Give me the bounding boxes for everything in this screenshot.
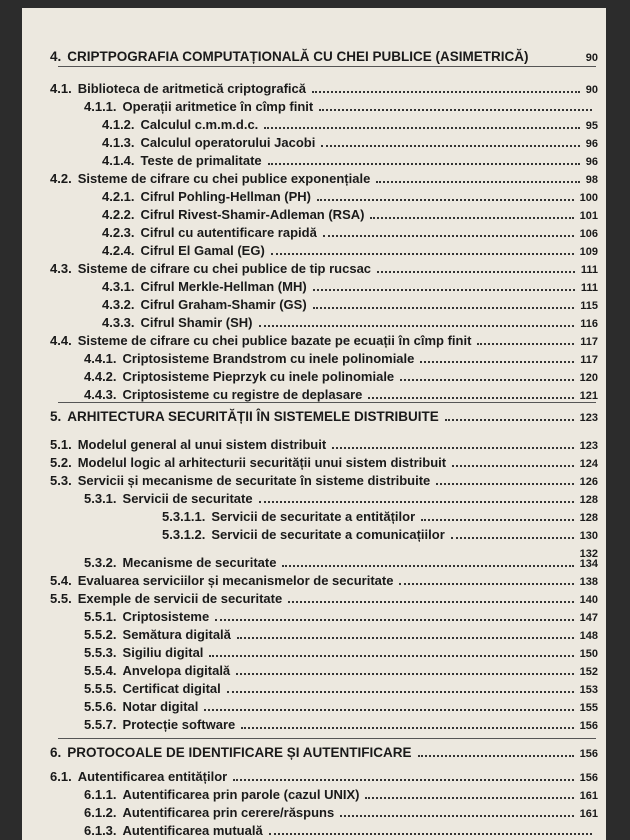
page-number: 138 [579,576,598,588]
entry-title: Servicii de securitate a entităților [211,509,416,524]
entry-title: Cifrul Graham-Shamir (GS) [140,297,307,312]
entry-number: 5.4. [50,573,72,588]
dot-leader [477,343,574,345]
toc-entry [102,132,598,150]
dot-leader [418,755,574,757]
entry-number: 6.1.1. [84,787,117,802]
dot-leader [321,145,579,147]
page-number: 153 [579,684,598,696]
page-number: 115 [580,300,598,312]
entry-title: Sisteme de cifrare cu chei publice de tip rucsac [77,261,372,276]
entry-title: Cifrul El Gamal (EG) [140,243,265,258]
entry-title: Exemple de servicii de securitate [77,591,283,606]
entry-number: 4.2.4. [102,243,135,258]
dot-leader [451,537,574,539]
toc-entry [102,150,598,168]
entry-number: 5.5.6. [84,699,117,714]
dot-leader [399,583,573,585]
page-number: 161 [579,808,598,820]
entry-title: Notar digital [122,699,199,714]
entry-number: 5.5.1. [84,609,117,624]
entry-title: Operații aritmetice în cîmp finit [122,99,314,114]
dot-leader [237,637,574,639]
toc-entry [84,624,598,642]
page-number: 117 [580,336,598,348]
entry-title: Autentificarea mutuală [122,823,263,838]
page-number: 116 [580,318,598,330]
dot-leader [436,483,573,485]
page-number: 96 [585,138,598,150]
entry-number: 5.3.1. [84,491,117,506]
entry-title: Autentificarea entităților [77,769,228,784]
entry-title: Protecție software [122,717,236,732]
page-number: 156 [579,720,598,732]
entry-title: Sigiliu digital [122,645,204,660]
entry-number: 4.4.2. [84,369,117,384]
toc-entry [102,240,598,258]
entry-number: 5.3.1.2. [162,527,206,542]
dot-leader [233,779,573,781]
page-number: 161 [579,790,598,802]
toc-entry [84,488,598,506]
dot-leader [313,307,575,309]
toc-entry [102,294,598,312]
dot-leader [368,397,573,399]
chapter-entry [50,406,598,424]
entry-number: 5.3.1.1. [162,509,206,524]
toc-entry [102,312,598,330]
entry-number: 5. [50,409,62,424]
dot-leader [420,361,574,363]
page-number: 123 [579,412,598,424]
entry-number: 4.4.3. [84,387,117,402]
entry-title: Servicii de securitate a comunicațiilor [211,527,445,542]
toc-entry [84,348,598,366]
entry-number: 5.5.7. [84,717,117,732]
page-number: 150 [579,648,598,660]
page-number: 111 [580,264,598,276]
page-number: 140 [579,594,598,606]
page-number: 106 [579,228,598,240]
table-of-contents [22,8,606,840]
page-number: 132 [579,548,598,560]
entry-title: Criptosisteme Brandstrom cu inele polinomiale [122,351,415,366]
toc-entry [84,384,598,402]
entry-number: 6. [50,745,62,760]
toc-entry [102,204,598,222]
entry-title: Semătura digitală [122,627,231,642]
entry-title: Autentificarea prin parole (cazul UNIX) [122,787,360,802]
toc-entry [84,642,598,660]
entry-title: Cifrul Shamir (SH) [140,315,253,330]
page-number: 126 [579,476,598,488]
toc-entry [50,258,598,276]
toc-entry [102,186,598,204]
entry-number: 5.5.4. [84,663,117,678]
toc-entry [162,506,598,524]
entry-number: 4.4.1. [84,351,117,366]
entry-title: Anvelopa digitală [122,663,231,678]
dot-leader [269,833,592,835]
toc-entry [84,784,598,802]
page-number: 117 [580,354,598,366]
page-number: 134 [579,558,598,570]
toc-entry [84,714,598,732]
toc-entry [84,552,598,570]
page-number: 148 [579,630,598,642]
toc-entry [84,606,598,624]
dot-leader [400,379,573,381]
page-number: 95 [585,120,598,132]
page-number: 90 [585,84,598,96]
entry-number: 4.4. [50,333,72,348]
entry-number: 5.3.2. [84,555,117,570]
dot-leader [227,691,574,693]
page-number: 128 [579,512,598,524]
dot-leader [209,655,573,657]
entry-title: Criptosisteme [122,609,210,624]
page-number: 156 [579,748,598,760]
entry-title: Modelul logic al arhitecturii securității unui sistem distribuit [77,455,447,470]
entry-title: PROTOCOALE DE IDENTIFICARE ȘI AUTENTIFICARE [67,745,412,760]
dot-leader [376,181,579,183]
page-number: 90 [585,52,598,64]
dot-leader [204,709,573,711]
dot-leader [319,109,592,111]
entry-title: Autentificarea prin cerere/răspuns [122,805,335,820]
entry-title: Certificat digital [122,681,221,696]
entry-title: Calculul operatorului Jacobi [140,135,316,150]
dot-leader [268,163,580,165]
separator-rule [58,402,596,403]
dot-leader [259,501,574,503]
entry-title: Sisteme de cifrare cu chei publice bazate pe ecuații în cîmp finit [77,333,472,348]
dot-leader [264,127,579,129]
toc-entry [84,678,598,696]
page-number: 124 [579,458,598,470]
dot-leader [445,419,574,421]
page-number: 98 [585,174,598,186]
entry-title: Calculul c.m.m.d.c. [140,117,259,132]
entry-number: 5.2. [50,455,72,470]
dot-leader [452,465,574,467]
toc-entry [50,470,598,488]
entry-title: Criptosisteme Pieprzyk cu inele polinomiale [122,369,395,384]
entry-number: 5.1. [50,437,72,452]
entry-number: 4.3.2. [102,297,135,312]
toc-entry [102,114,598,132]
entry-number: 5.5. [50,591,72,606]
toc-entry [50,452,598,470]
dot-leader [377,271,575,273]
entry-number: 4.3.3. [102,315,135,330]
page-number: 100 [579,192,598,204]
entry-number: 4.1.2. [102,117,135,132]
toc-entry [162,524,598,542]
page-number: 96 [585,156,598,168]
page-number: 156 [579,772,598,784]
dot-leader [340,815,573,817]
toc-entry [102,276,598,294]
toc-entry [84,660,598,678]
toc-entry [50,168,598,186]
entry-title: ARHITECTURA SECURITĂȚII ÎN SISTEMELE DISTRIBUITE [67,409,439,424]
entry-title: Biblioteca de aritmetică criptografică [77,81,306,96]
dot-leader [236,673,573,675]
entry-title: Cifrul cu autentificare rapidă [140,225,317,240]
entry-number: 4.1. [50,81,72,96]
entry-number: 6.1. [50,769,72,784]
page-number: 121 [579,390,598,402]
page-number: 120 [579,372,598,384]
entry-title: Mecanisme de securitate [122,555,277,570]
entry-number: 5.5.5. [84,681,117,696]
page-number: 111 [580,282,598,294]
dot-leader [271,253,574,255]
toc-entry [50,330,598,348]
toc-entry [50,78,598,96]
page-number: 130 [579,530,598,542]
entry-number: 6.1.2. [84,805,117,820]
entry-title: Cifrul Rivest-Shamir-Adleman (RSA) [140,207,365,222]
entry-title: Cifrul Merkle-Hellman (MH) [140,279,307,294]
dot-leader [365,797,573,799]
entry-number: 5.3. [50,473,72,488]
entry-number: 4.1.4. [102,153,135,168]
entry-title: Cifrul Pohling-Hellman (PH) [140,189,311,204]
entry-number: 4.1.3. [102,135,135,150]
toc-entry [50,434,598,452]
toc-entry [102,222,598,240]
entry-number: 4.2. [50,171,72,186]
entry-title: Modelul general al unui sistem distribuit [77,437,327,452]
page-number: 101 [579,210,598,222]
toc-entry [84,96,598,114]
entry-number: 6.1.3. [84,823,117,838]
dot-leader [313,289,575,291]
toc-entry [84,802,598,820]
entry-number: 4.3.1. [102,279,135,294]
toc-entry [84,820,598,838]
entry-title: Teste de primalitate [140,153,262,168]
entry-title: Sisteme de cifrare cu chei publice exponențiale [77,171,371,186]
entry-title: CRIPTPOGRAFIA COMPUTAȚIONALĂ CU CHEI PUBLICE (ASIMETRICĂ) [67,49,529,64]
toc-entry [84,366,598,384]
dot-leader [421,519,574,521]
dot-leader [288,601,573,603]
entry-title: Servicii de securitate [122,491,253,506]
dot-leader [282,565,573,567]
dot-leader [370,217,573,219]
dot-leader [241,727,573,729]
page-number: 109 [579,246,598,258]
entry-number: 5.5.2. [84,627,117,642]
entry-number: 4.2.1. [102,189,135,204]
toc-entry [84,696,598,714]
page-number: 147 [579,612,598,624]
entry-number: 5.5.3. [84,645,117,660]
toc-entry [50,570,598,588]
dot-leader [332,447,573,449]
dot-leader [323,235,574,237]
entry-title: Evaluarea serviciilor și mecanismelor de securitate [77,573,394,588]
page-number: 123 [579,440,598,452]
dot-leader [259,325,575,327]
page-number: 155 [579,702,598,714]
separator-rule [58,66,596,67]
chapter-entry [50,46,598,64]
entry-number: 4.2.2. [102,207,135,222]
toc-entry [50,588,598,606]
entry-title: Servicii și mecanisme de securitate în sisteme distribuite [77,473,431,488]
page-number: 128 [579,494,598,506]
dot-leader [317,199,574,201]
book-page [22,8,606,840]
separator-rule [58,738,596,739]
chapter-entry [50,742,598,760]
page-number: 152 [579,666,598,678]
entry-number: 4.1.1. [84,99,117,114]
entry-number: 4. [50,49,62,64]
dot-leader [215,619,573,621]
dot-leader [312,91,580,93]
entry-title: Criptosisteme cu registre de deplasare [122,387,363,402]
entry-number: 4.2.3. [102,225,135,240]
toc-entry [50,766,598,784]
entry-number: 4.3. [50,261,72,276]
